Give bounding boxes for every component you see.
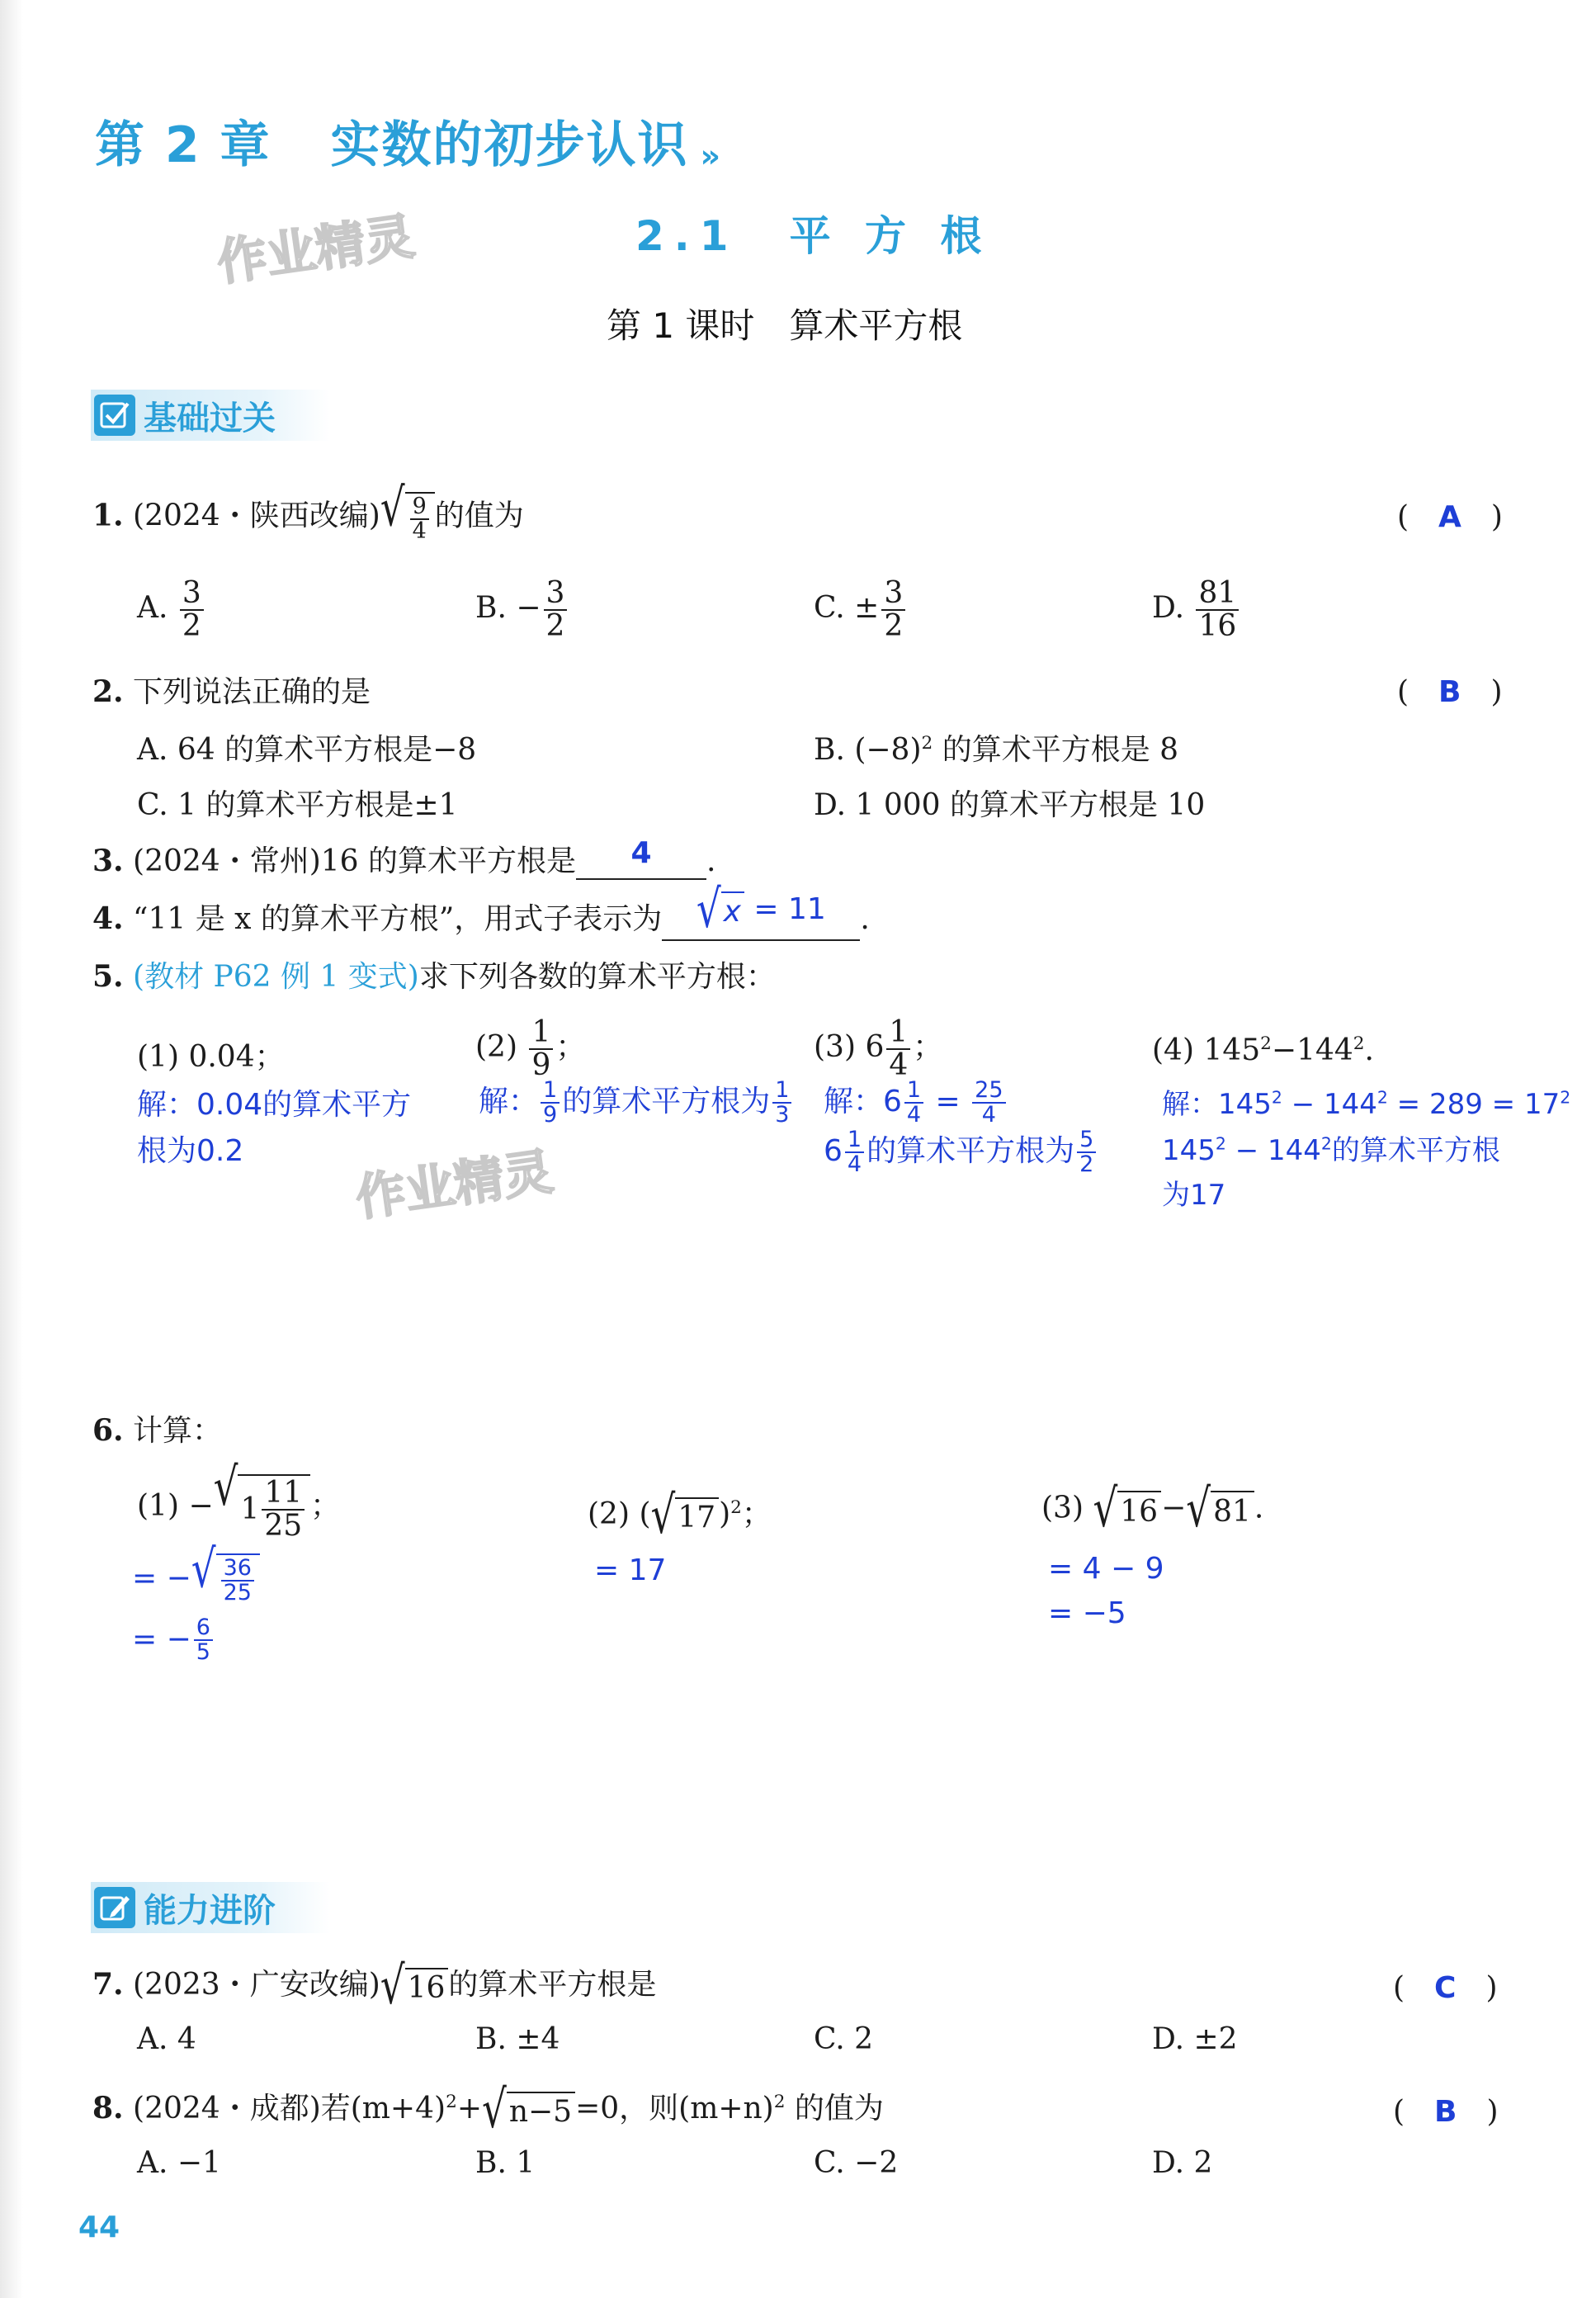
- sqrt-expression: √ 1 $\frac{11}{25}$: [214, 1474, 311, 1542]
- q5-part-2: [475, 1017, 585, 1081]
- whole-number: 1: [240, 1492, 260, 1527]
- denominator: 4: [889, 1047, 909, 1082]
- question-7: 7. (2023・广安改编) √ 16 的算术平方根是: [92, 1956, 657, 2017]
- denominator: 4: [981, 1102, 996, 1128]
- punctuation: .: [1254, 1491, 1264, 1525]
- numerator: 3: [180, 578, 204, 611]
- q5-solution-4-line-3: 为17: [1162, 1179, 1226, 1212]
- question-source: (2024・陕西改编): [133, 499, 380, 533]
- exponent: 2: [730, 1497, 742, 1518]
- question-text: 的算术平方根是: [448, 1968, 657, 2002]
- denominator: 9: [543, 1102, 558, 1128]
- part-label: (3) 6: [814, 1029, 885, 1064]
- question-1: [92, 478, 524, 545]
- question-number: 1.: [92, 498, 124, 533]
- solution-text: 的算术平方根为: [866, 1134, 1075, 1168]
- radicand: n−5: [507, 2092, 575, 2130]
- question-text: 下列说法正确的是: [133, 675, 371, 709]
- answer-blank: √ x = 11: [662, 901, 860, 942]
- numerator: 1: [772, 1079, 791, 1104]
- numerator: 36: [221, 1557, 254, 1582]
- answer: B: [1438, 675, 1461, 709]
- numerator: 6: [194, 1616, 213, 1641]
- question-3: [92, 838, 715, 880]
- part-label: (2) (: [588, 1497, 651, 1531]
- option-label: A.: [137, 590, 168, 625]
- q6-solution-1-line-2: [132, 1616, 215, 1665]
- answer-slot-8: ( B ): [1393, 2095, 1499, 2129]
- numerator: 1: [845, 1128, 864, 1153]
- question-text: (2024・常州)16 的算术平方根是: [133, 844, 577, 878]
- checkbox-icon: [94, 395, 135, 436]
- denominator: 5: [196, 1639, 210, 1666]
- pencil-icon: [94, 1887, 135, 1928]
- chevron-right-icon: »: [700, 138, 723, 174]
- radicand: 16: [405, 1968, 449, 2007]
- q8-option-a: A. −1: [137, 2146, 221, 2180]
- band-label: 能力进阶: [144, 1891, 276, 1930]
- q6-solution-3-line-1: = 4 − 9: [1048, 1552, 1164, 1586]
- numerator: 1: [529, 1017, 553, 1050]
- q5-solution-1-line-1: 解：0.04的算术平方: [137, 1088, 412, 1122]
- numerator: 1: [886, 1017, 910, 1050]
- numerator: 81: [1196, 578, 1239, 611]
- q5-part-3: [814, 1017, 942, 1081]
- question-text: “11 是 x 的算术平方根”，用式子表示为: [133, 902, 663, 936]
- denominator: 2: [884, 608, 904, 643]
- numerator: 5: [1077, 1128, 1096, 1153]
- exponent: 2: [1376, 1087, 1388, 1108]
- denominator: 25: [223, 1580, 252, 1606]
- option-label: B.: [475, 590, 507, 625]
- q6-solution-3-line-2: = −5: [1048, 1596, 1126, 1630]
- q6-part-2: (2) ( √ 17 )$^2$；: [588, 1486, 772, 1546]
- question-text: 计算：: [133, 1414, 223, 1448]
- answer-blank: [576, 836, 706, 880]
- section-band-basic: [91, 390, 330, 441]
- radicand: 17: [675, 1497, 719, 1536]
- denominator: 3: [775, 1102, 790, 1128]
- question-4: [92, 880, 870, 941]
- solution-text: = 289 = 17: [1387, 1088, 1561, 1121]
- numerator: 1: [904, 1079, 923, 1104]
- q2-option-d: D. 1 000 的算术平方根是 10: [814, 788, 1206, 822]
- q2-option-a: A. 64 的算术平方根是−8: [137, 733, 477, 767]
- question-number: 5.: [92, 959, 124, 994]
- q1-option-c: [814, 578, 908, 642]
- q2-option-c: C. 1 的算术平方根是±1: [137, 788, 458, 822]
- question-6: [92, 1407, 222, 1449]
- answer-variable: x: [723, 895, 741, 929]
- solution-text: = −: [132, 1561, 191, 1596]
- question-text: 的值为: [434, 499, 524, 533]
- answer: A: [1438, 500, 1461, 534]
- operator: +: [456, 2092, 482, 2125]
- punctuation: ；: [310, 1488, 341, 1523]
- solution-text: − 144: [1282, 1088, 1377, 1121]
- q1-option-b: [475, 578, 569, 642]
- answer: B: [1434, 2095, 1457, 2129]
- solution-text: 的算术平方根: [1331, 1134, 1500, 1167]
- punctuation: .: [706, 844, 716, 878]
- denominator: 25: [264, 1508, 303, 1543]
- exponent: 2: [1320, 1133, 1332, 1154]
- solution-text: = −: [132, 1622, 191, 1657]
- exponent: 2: [1260, 1033, 1272, 1054]
- chapter-heading: [95, 106, 722, 177]
- punctuation: ；: [555, 1029, 586, 1064]
- sqrt-expression: √ $\frac{9}{4}$: [380, 492, 435, 544]
- punctuation: .: [1364, 1033, 1374, 1067]
- question-number: 3.: [92, 844, 124, 878]
- exponent: 2: [1560, 1087, 1571, 1108]
- question-source: (2023・广安改编): [133, 1968, 380, 2002]
- q5-solution-1-line-2: 根为0.2: [137, 1134, 244, 1168]
- q5-part-1: (1) 0.04；: [137, 1040, 285, 1074]
- question-source: (教材 P62 例 1 变式): [133, 960, 419, 994]
- solution-text: 145: [1162, 1134, 1216, 1167]
- exponent: 2: [921, 733, 933, 754]
- question-text: 的值为: [785, 2092, 884, 2125]
- question-number: 6.: [92, 1413, 124, 1448]
- radicand: 16: [1117, 1491, 1161, 1530]
- section-title: 2.1 平 方 根: [635, 212, 992, 260]
- sign: ±: [854, 590, 880, 625]
- question-text: =0，则(m+n): [575, 2092, 774, 2125]
- chapter-title: 实数的初步认识: [330, 116, 689, 174]
- q5-solution-4-line-1: [1162, 1081, 1570, 1122]
- q1-option-a: [137, 578, 206, 642]
- question-text: 求下列各数的算术平方根：: [418, 960, 776, 994]
- denominator: 2: [545, 608, 565, 643]
- denominator: 4: [412, 518, 427, 545]
- q6-solution-1-line-1: = − √ $\frac{36}{25}$: [132, 1553, 260, 1605]
- punctuation: ；: [741, 1497, 772, 1531]
- numerator: 9: [410, 495, 429, 520]
- q6-solution-2: = 17: [594, 1553, 667, 1587]
- question-number: 2.: [92, 674, 124, 709]
- denominator: 2: [182, 608, 201, 643]
- watermark: 作业精灵: [213, 207, 418, 293]
- exponent: 2: [1215, 1133, 1226, 1154]
- q1-option-d: [1152, 578, 1241, 642]
- lesson-title: 第 1 课时 算术平方根: [607, 305, 963, 346]
- answer: C: [1434, 1971, 1457, 2005]
- q7-option-d: D. ±2: [1152, 2022, 1238, 2056]
- q5-part-4: [1152, 1033, 1374, 1067]
- solution-text: − 144: [1225, 1134, 1321, 1167]
- option-label: D.: [1152, 590, 1185, 625]
- exponent: 2: [446, 2092, 457, 2112]
- solution-text: 的算术平方根为: [562, 1085, 771, 1118]
- q5-solution-4-line-2: [1162, 1128, 1500, 1168]
- question-number: 7.: [92, 1967, 124, 2002]
- exponent: 2: [773, 2092, 786, 2112]
- q2-option-b: [814, 726, 1178, 768]
- denominator: 9: [531, 1047, 551, 1082]
- solution-text: 6: [824, 1134, 843, 1168]
- answer: = 11: [744, 892, 826, 926]
- q7-option-b: B. ±4: [475, 2022, 560, 2056]
- q5-solution-3-line-2: [824, 1128, 1098, 1176]
- operator: −: [1161, 1491, 1187, 1525]
- numerator: 3: [881, 578, 905, 611]
- answer-slot-1: ( A ): [1397, 500, 1503, 534]
- part-label: (2): [475, 1029, 517, 1064]
- answer: 4: [630, 836, 652, 870]
- q8-option-c: C. −2: [814, 2146, 899, 2180]
- numerator: 1: [541, 1079, 560, 1104]
- part-text: (4) 145: [1152, 1033, 1261, 1067]
- page-edge-shadow: [0, 0, 23, 2298]
- part-label: (1) −: [137, 1488, 214, 1523]
- solution-text: =: [926, 1085, 970, 1118]
- q8-option-d: D. 2: [1152, 2146, 1213, 2180]
- question-2: [92, 669, 371, 711]
- section-band-advanced: [91, 1882, 330, 1933]
- watermark: 作业精灵: [352, 1142, 557, 1228]
- q6-part-3: (3) √ 16 − √ 81 .: [1041, 1479, 1264, 1540]
- solution-text: 解：145: [1162, 1088, 1272, 1121]
- sign: −: [516, 590, 541, 625]
- question-5: [92, 953, 776, 995]
- band-label: 基础过关: [144, 399, 276, 437]
- q5-solution-3-line-1: [824, 1078, 1008, 1127]
- exponent: 2: [1353, 1033, 1365, 1054]
- q5-solution-2: [479, 1078, 794, 1127]
- answer-slot-7: ( C ): [1393, 1971, 1498, 2005]
- option-label: C.: [814, 590, 845, 625]
- denominator: 16: [1198, 608, 1237, 643]
- page-number: 44: [78, 2211, 120, 2244]
- part-label: (3): [1041, 1491, 1093, 1525]
- chapter-number: 第 2 章: [95, 116, 272, 174]
- q6-part-1: [137, 1458, 341, 1543]
- punctuation: ；: [913, 1029, 943, 1064]
- question-number: 4.: [92, 901, 124, 936]
- option-text: 的算术平方根是 8: [933, 733, 1179, 767]
- denominator: 2: [1079, 1151, 1094, 1177]
- denominator: 4: [906, 1102, 922, 1128]
- question-8: 8. (2024・成都)若$(m+4)^2+$ √ n−5 =0，则$(m+n)^2$ 的值为: [92, 2080, 884, 2140]
- question-text: (2024・成都)若(m+4): [133, 2092, 446, 2125]
- question-number: 8.: [92, 2091, 124, 2125]
- punctuation: ): [719, 1497, 731, 1531]
- answer-slot-2: ( B ): [1397, 675, 1503, 709]
- punctuation: .: [860, 902, 870, 936]
- part-text: −144: [1271, 1033, 1353, 1067]
- exponent: 2: [1271, 1087, 1282, 1108]
- numerator: 25: [972, 1079, 1005, 1104]
- denominator: 4: [847, 1151, 862, 1177]
- q8-option-b: B. 1: [475, 2146, 536, 2180]
- q7-option-c: C. 2: [814, 2022, 874, 2056]
- q7-option-a: A. 4: [137, 2022, 196, 2056]
- solution-text: 解：6: [824, 1085, 902, 1118]
- radicand: 81: [1211, 1491, 1254, 1530]
- option-text: B. (−8): [814, 733, 922, 767]
- numerator: 11: [262, 1478, 305, 1511]
- solution-text: 解：: [479, 1085, 539, 1118]
- numerator: 3: [544, 578, 568, 611]
